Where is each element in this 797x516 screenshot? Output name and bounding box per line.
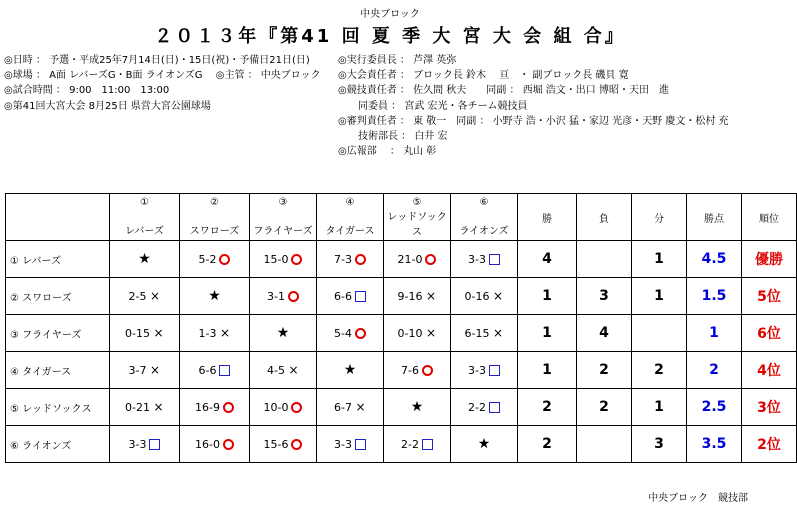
match-result (401, 364, 433, 377)
team-header (317, 197, 383, 237)
match-score: 5-4 (334, 326, 352, 340)
self-match-star-icon: ★ (276, 325, 290, 341)
match-score: 7-6 (401, 363, 419, 377)
losses-cell: 4 (577, 315, 632, 352)
win-circle-icon (291, 254, 302, 265)
result-cell (110, 352, 180, 389)
match-result (401, 438, 433, 451)
draw-square-icon (219, 365, 230, 376)
rank-cell: 優勝 (742, 241, 797, 278)
table-row (6, 315, 797, 352)
result-cell (451, 278, 518, 315)
result-cell (384, 241, 451, 278)
match-score: 4-5 (267, 363, 285, 377)
losses-cell (577, 426, 632, 463)
match-result (334, 290, 366, 303)
rank-cell: 3位 (742, 389, 797, 426)
match-result (264, 253, 303, 266)
rank-cell: 6位 (742, 315, 797, 352)
info-right (338, 53, 729, 159)
rank-cell: 4位 (742, 352, 797, 389)
match-score: 1-3 (198, 326, 217, 340)
win-circle-icon (425, 254, 436, 265)
match-result (334, 438, 366, 451)
info-line: ◎日時 ： 予選・平成25年7月14日(日)・15日(祝)・予備日21日(日) (4, 55, 310, 66)
team-header-number: ④ (345, 197, 355, 208)
team-header (451, 197, 517, 237)
losses-cell: 3 (577, 278, 632, 315)
match-result (264, 438, 303, 451)
corner-cell (6, 194, 110, 241)
table-row (6, 389, 797, 426)
match-result (465, 327, 504, 340)
match-result (125, 401, 164, 414)
result-cell (180, 426, 250, 463)
self-match-star-icon: ★ (138, 251, 151, 267)
team-header-name: ライオンズ (459, 226, 509, 237)
team-header-name: レッドソックス (387, 212, 447, 238)
draw-square-icon (489, 254, 500, 265)
match-result (199, 364, 231, 377)
match-score: 0-15 (125, 326, 150, 340)
team-header-number: ③ (278, 197, 288, 208)
team-header (110, 197, 179, 237)
win-circle-icon (291, 402, 302, 413)
table-row (6, 241, 797, 278)
match-score: 15-0 (263, 252, 289, 266)
result-cell (451, 389, 518, 426)
match-score: 9-16 (397, 289, 423, 303)
wins-cell: 2 (518, 389, 577, 426)
win-circle-icon (422, 365, 433, 376)
page-title: ２０１３年『第41 回 夏 季 大 宮 大 会 組 合』 (154, 26, 626, 47)
result-cell (110, 315, 180, 352)
loss-cross-icon: × (492, 325, 504, 340)
draws-cell: 2 (632, 352, 687, 389)
draws-header: 分 (632, 194, 687, 241)
team-row-label: ⑤ レッドソックス (6, 389, 110, 426)
footer: 中央ブロック 競技部 (648, 493, 748, 504)
loss-cross-icon: × (153, 325, 164, 340)
match-result (195, 401, 234, 414)
draw-square-icon (355, 291, 366, 302)
team-header-cell (451, 194, 518, 241)
team-row-label: ③ フライヤーズ (6, 315, 110, 352)
self-match-star-icon: ★ (477, 436, 491, 452)
match-score: 2-2 (401, 437, 419, 451)
info-line: ◎球場 ： A面 レバーズG・B面 ライオンズG ◎主管 ： 中央ブロック (4, 70, 321, 82)
team-row-label: ② スワローズ (6, 278, 110, 315)
result-cell (110, 426, 180, 463)
draws-cell (632, 315, 687, 352)
match-result (398, 327, 437, 340)
match-result (334, 253, 366, 266)
result-cell (110, 389, 180, 426)
team-row-label: ④ タイガース (6, 352, 110, 389)
wins-cell: 1 (518, 278, 577, 315)
result-cell (317, 389, 384, 426)
loss-cross-icon: × (149, 362, 161, 377)
wins-cell: 1 (518, 315, 577, 352)
rank-cell: 2位 (742, 426, 797, 463)
result-cell (180, 241, 250, 278)
match-score: 3-3 (468, 363, 486, 377)
info-line: 同委員 ： 宮武 宏光・各チーム競技員 (338, 100, 528, 112)
result-cell (250, 278, 317, 315)
points-header: 勝点 (687, 194, 742, 241)
draws-cell: 1 (632, 278, 687, 315)
losses-cell: 2 (577, 352, 632, 389)
draws-cell: 1 (632, 389, 687, 426)
wins-cell: 2 (518, 426, 577, 463)
match-score: 6-6 (334, 289, 352, 303)
info-left (4, 53, 321, 114)
result-cell (451, 315, 518, 352)
match-result (398, 290, 437, 303)
match-score: 5-2 (198, 252, 217, 266)
match-score: 3-3 (128, 437, 147, 451)
losses-cell: 2 (577, 389, 632, 426)
result-cell (384, 426, 451, 463)
team-header-number: ② (210, 197, 219, 208)
draws-cell: 1 (632, 241, 687, 278)
table-row (6, 426, 797, 463)
result-cell (384, 352, 451, 389)
team-header-cell (317, 194, 384, 241)
match-result (468, 253, 500, 266)
loss-cross-icon: × (492, 288, 504, 303)
team-header (384, 197, 450, 237)
info-line: 技術部長 ： 白井 宏 (338, 131, 448, 143)
points-cell: 1.5 (687, 278, 742, 315)
win-circle-icon (355, 254, 366, 265)
result-cell (250, 389, 317, 426)
result-cell (451, 241, 518, 278)
team-row-label: ⑥ ライオンズ (6, 426, 110, 463)
points-cell: 4.5 (687, 241, 742, 278)
team-header-name: タイガース (325, 226, 375, 237)
match-result (195, 438, 234, 451)
loss-cross-icon: × (219, 325, 231, 340)
info-line: ◎実行委員長 ： 芦澤 英弥 (338, 55, 457, 66)
match-score: 21-0 (397, 252, 423, 266)
match-score: 10-0 (263, 400, 289, 414)
wins-header: 勝 (518, 194, 577, 241)
match-score: 3-7 (128, 363, 147, 377)
loss-cross-icon: × (288, 362, 299, 377)
team-header (250, 197, 316, 237)
team-header-name: スワローズ (189, 226, 240, 237)
info-line: ◎審判責任者 ： 東 敬一 同副 ： 小野寺 浩・小沢 猛・家辺 光彦・天野 慶文・松村 充 (338, 115, 729, 127)
result-cell (317, 352, 384, 389)
rank-header: 順位 (742, 194, 797, 241)
team-header-number: ① (140, 197, 149, 208)
self-match-star-icon: ★ (410, 399, 424, 415)
match-score: 0-16 (464, 289, 490, 303)
points-cell: 2 (687, 352, 742, 389)
draws-cell: 3 (632, 426, 687, 463)
loss-cross-icon: × (425, 325, 437, 340)
draw-square-icon (489, 365, 500, 376)
points-cell: 3.5 (687, 426, 742, 463)
match-result (267, 364, 299, 377)
info-line: ◎競技責任者 ： 佐久間 秋夫 同副 ： 西堀 浩文・出口 博昭・天田 進 (338, 85, 669, 97)
result-cell (250, 241, 317, 278)
rank-cell: 5位 (742, 278, 797, 315)
draw-square-icon (355, 439, 366, 450)
result-cell (250, 352, 317, 389)
draw-square-icon (489, 402, 500, 413)
match-score: 0-21 (125, 400, 150, 414)
match-result (199, 327, 231, 340)
table-row (6, 278, 797, 315)
match-score: 3-3 (334, 437, 352, 451)
match-score: 2-5 (128, 289, 147, 303)
win-circle-icon (291, 439, 302, 450)
match-result (398, 253, 437, 266)
wins-cell: 4 (518, 241, 577, 278)
draw-square-icon (422, 439, 433, 450)
match-result (199, 253, 231, 266)
match-result (267, 290, 299, 303)
result-cell (317, 426, 384, 463)
team-header-number: ⑥ (479, 197, 489, 208)
result-cell (384, 315, 451, 352)
team-header-cell (110, 194, 180, 241)
table-row (6, 352, 797, 389)
self-match-star-icon: ★ (343, 362, 357, 378)
match-result (129, 364, 161, 377)
self-match-star-icon: ★ (208, 288, 221, 304)
result-cell (180, 389, 250, 426)
losses-header: 負 (577, 194, 632, 241)
info-line: ◎広報部 ： 丸山 彰 (338, 146, 437, 158)
result-cell (110, 278, 180, 315)
match-score: 7-3 (334, 252, 352, 266)
league-table (5, 193, 797, 463)
draw-square-icon (149, 439, 160, 450)
result-cell (451, 426, 518, 463)
match-score: 3-3 (468, 252, 486, 266)
team-header-name: レバーズ (125, 226, 164, 237)
match-score: 6-6 (198, 363, 217, 377)
points-cell: 1 (687, 315, 742, 352)
result-cell (384, 389, 451, 426)
team-row-label: ① レバーズ (6, 241, 110, 278)
result-cell (384, 278, 451, 315)
match-score: 3-1 (267, 289, 285, 303)
match-result (468, 364, 500, 377)
match-result (129, 290, 161, 303)
wins-cell: 1 (518, 352, 577, 389)
match-result (125, 327, 164, 340)
match-score: 0-10 (397, 326, 423, 340)
win-circle-icon (223, 402, 234, 413)
win-circle-icon (288, 291, 299, 302)
match-score: 6-7 (334, 400, 352, 414)
table-header-row (6, 194, 797, 241)
win-circle-icon (219, 254, 230, 265)
result-cell (317, 315, 384, 352)
result-cell (317, 278, 384, 315)
result-cell (180, 315, 250, 352)
team-header-cell (250, 194, 317, 241)
match-result (334, 401, 366, 414)
loss-cross-icon: × (153, 399, 164, 414)
win-circle-icon (223, 439, 234, 450)
team-header (180, 197, 249, 237)
info-line: ◎試合時間 ： 9:00 11:00 13:00 (4, 85, 170, 97)
win-circle-icon (355, 328, 366, 339)
points-cell: 2.5 (687, 389, 742, 426)
result-cell (250, 426, 317, 463)
match-score: 16-0 (195, 437, 220, 451)
team-header-number: ⑤ (412, 197, 422, 208)
result-cell (180, 278, 250, 315)
result-cell (317, 241, 384, 278)
team-header-name: フライヤーズ (253, 226, 313, 237)
result-cell (451, 352, 518, 389)
match-score: 6-15 (464, 326, 490, 340)
loss-cross-icon: × (149, 288, 161, 303)
info-line: ◎大会責任者 ： ブロック長 鈴木 亘 ・ 副ブロック長 磯貝 寛 (338, 70, 629, 82)
match-score: 2-2 (468, 400, 486, 414)
match-score: 16-9 (195, 400, 220, 414)
losses-cell (577, 241, 632, 278)
result-cell (180, 352, 250, 389)
match-result (264, 401, 303, 414)
match-result (465, 290, 504, 303)
match-result (468, 401, 500, 414)
loss-cross-icon: × (355, 399, 366, 414)
team-header-cell (180, 194, 250, 241)
header-block-name: 中央ブロック (360, 9, 420, 20)
match-result (334, 327, 366, 340)
info-line: ◎第41回大宮大会 8月25日 県営大宮公園球場 (4, 100, 211, 112)
loss-cross-icon: × (425, 288, 437, 303)
result-cell (250, 315, 317, 352)
match-result (129, 438, 161, 451)
result-cell (110, 241, 180, 278)
match-score: 15-6 (263, 437, 289, 451)
team-header-cell (384, 194, 451, 241)
